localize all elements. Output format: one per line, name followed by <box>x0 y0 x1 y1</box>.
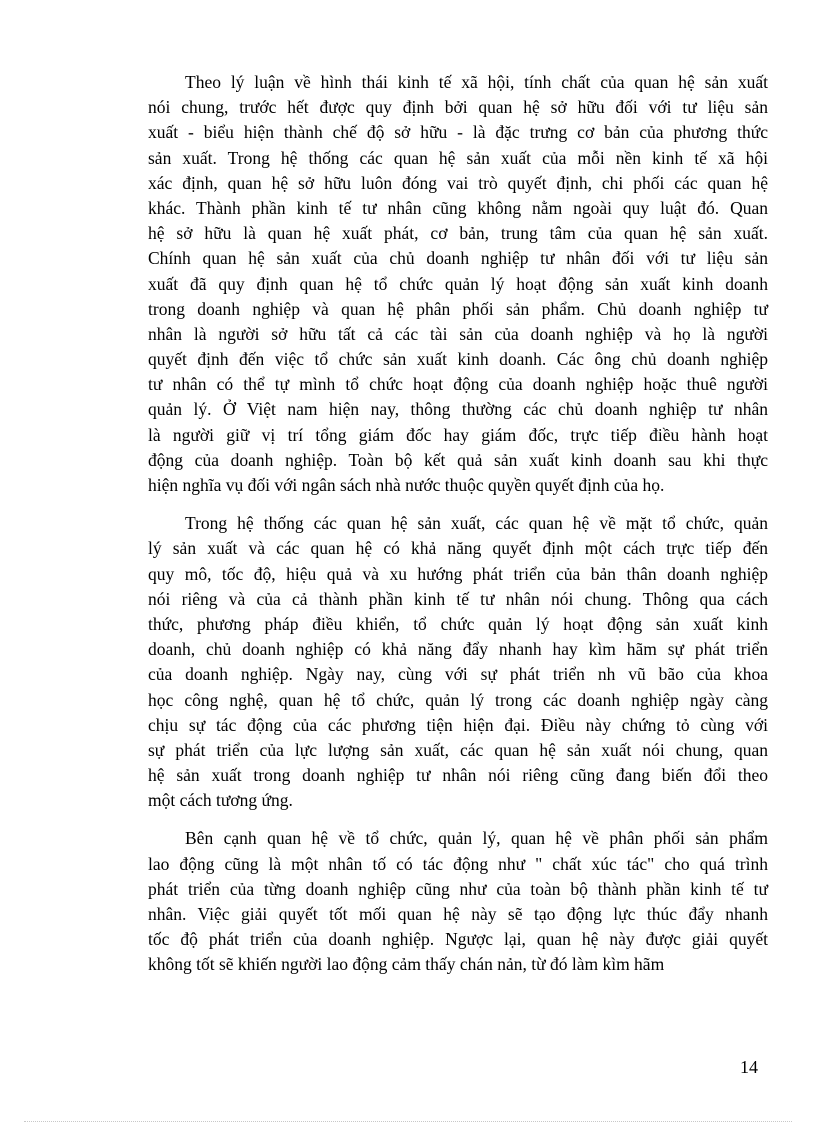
text-line: động của doanh nghiệp. Toàn bộ kết quả sản xuất kinh doanh sau khi thực <box>148 449 768 470</box>
text-line: quy mô, tốc độ, hiệu quả và xu hướng phát triển của bản thân doanh nghiệp <box>148 563 768 584</box>
text-line: sản xuất. Trong hệ thống các quan hệ sản xuất của mỗi nền kinh tế xã hội <box>148 147 768 168</box>
text-line: quyết định đến việc tổ chức sản xuất kinh doanh. Các ông chủ doanh nghiệp <box>148 349 768 370</box>
text-line: quản lý. Ở Việt nam hiện nay, thông thường các chủ doanh nghiệp tư nhân <box>148 399 768 420</box>
text-line: không tốt sẽ khiến người lao động cảm thấy chán nản, từ đó làm kìm hãm <box>148 954 665 975</box>
text-line: một cách tương ứng. <box>148 790 293 811</box>
text-line: hệ sở hữu là quan hệ xuất phát, cơ bản, trung tâm của quan hệ sản xuất. <box>148 223 768 244</box>
text-line: xác định, quan hệ sở hữu luôn đóng vai trò quyết định, chi phối các quan hệ <box>148 172 768 193</box>
text-line: doanh, chủ doanh nghiệp có khả năng đẩy nhanh hay kìm hãm sự phát triển <box>148 639 768 660</box>
text-line: của doanh nghiệp. Ngày nay, cùng với sự phát triển nh vũ bão của khoa <box>148 664 768 685</box>
text-line: nói chung, trước hết được quy định bởi quan hệ sở hữu đối với tư liệu sản <box>148 97 768 118</box>
text-line: Bên cạnh quan hệ về tổ chức, quản lý, quan hệ về phân phối sản phẩm <box>185 828 768 849</box>
text-line: sự phát triển của lực lượng sản xuất, các quan hệ sản xuất nói chung, quan <box>148 739 768 760</box>
paragraph <box>148 70 768 498</box>
text-line: lao động cũng là một nhân tố có tác động như " chất xúc tác" cho quá trình <box>148 853 768 874</box>
text-line: lý sản xuất và các quan hệ có khả năng quyết định một cách trực tiếp đến <box>148 538 768 559</box>
text-line: nhân. Việc giải quyết tốt mối quan hệ này sẽ tạo động lực thúc đẩy nhanh <box>148 904 768 924</box>
text-line: trong doanh nghiệp và quan hệ phân phối sản phẩm. Chủ doanh nghiệp tư <box>148 298 768 319</box>
body-text <box>148 70 768 978</box>
text-line: hệ sản xuất trong doanh nghiệp tư nhân nói riêng cũng đang biến đổi theo <box>148 765 768 786</box>
text-line: là người giữ vị trí tổng giám đốc hay giám đốc, trực tiếp điều hành hoạt <box>148 424 768 445</box>
text-line: hiện nghĩa vụ đối với ngân sách nhà nước thuộc quyền quyết định của họ. <box>148 475 665 495</box>
text-line: tư nhân có thể tự mình tổ chức hoạt động của doanh nghiệp hoặc thuê người <box>148 374 768 395</box>
text-line: Chính quan hệ sản xuất của chủ doanh nghiệp tư nhân đối với tư liệu sản <box>148 248 768 269</box>
text-line: nói riêng và của cả thành phần kinh tế tư nhân nói chung. Thông qua cách <box>148 588 768 609</box>
text-line: chịu sự tác động của các phương tiện hiện đại. Điều này chứng tỏ cùng với <box>148 714 768 735</box>
text-line: Trong hệ thống các quan hệ sản xuất, các quan hệ về mặt tổ chức, quản <box>185 513 768 534</box>
text-line: học công nghệ, quan hệ tổ chức, quản lý trong các doanh nghiệp ngày càng <box>148 689 768 710</box>
text-line: xuất - biểu hiện thành chế độ sở hữu - là đặc trưng cơ bản của phương thức <box>148 122 768 143</box>
text-line: tốc độ phát triển của doanh nghiệp. Ngược lại, quan hệ này được giải quyết <box>148 929 768 950</box>
paragraph <box>148 511 768 813</box>
paragraph <box>148 826 768 977</box>
text-line: phát triển của từng doanh nghiệp cũng như của toàn bộ thành phần kinh tế tư <box>148 878 768 899</box>
text-line: khác. Thành phần kinh tế tư nhân cũng không nằm ngoài quy luật đó. Quan <box>148 197 768 218</box>
text-line: xuất đã quy định quan hệ tổ chức quản lý hoạt động sản xuất kinh doanh <box>148 273 768 294</box>
page-bottom-divider <box>24 1121 792 1122</box>
text-line: nhân là người sở hữu tất cả các tài sản của doanh nghiệp và họ là người <box>148 323 768 344</box>
page-number: 14 <box>740 1057 758 1077</box>
text-line: Theo lý luận về hình thái kinh tế xã hội, tính chất của quan hệ sản xuất <box>185 72 768 92</box>
text-line: thức, phương pháp điều khiển, tổ chức quản lý hoạt động sản xuất kinh <box>148 613 768 634</box>
